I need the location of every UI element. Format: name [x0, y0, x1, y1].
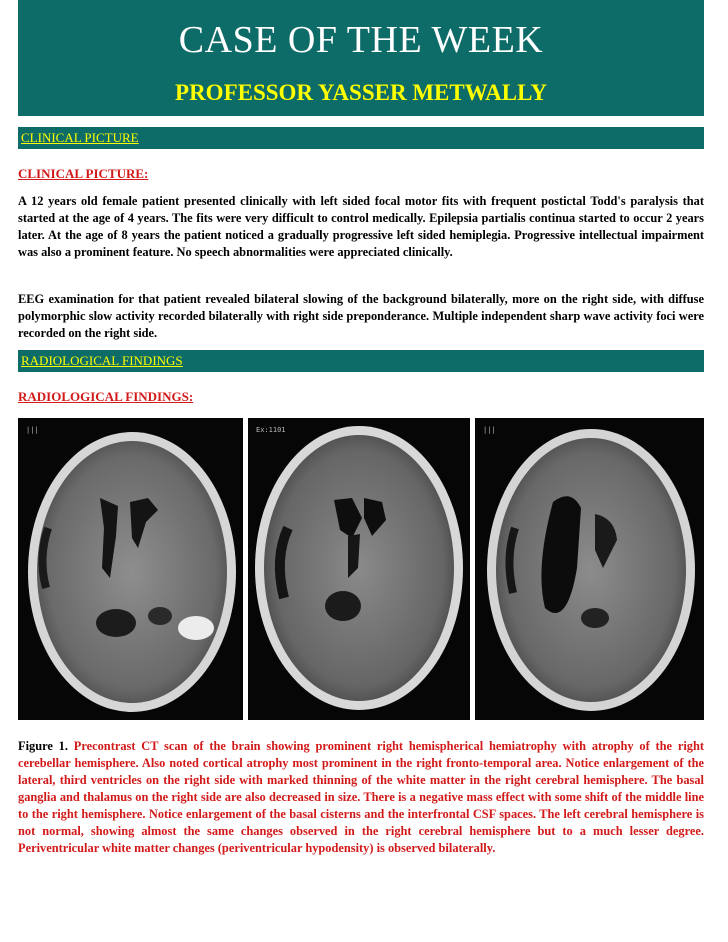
- page-title: CASE OF THE WEEK: [178, 19, 544, 61]
- ct-scan-image-2: [248, 418, 470, 720]
- ct-scan-image-3: [475, 418, 704, 720]
- svg-text:|||: |||: [483, 426, 496, 434]
- figure-label: Figure 1.: [18, 739, 68, 753]
- svg-text:Ex:1101: Ex:1101: [256, 426, 286, 434]
- radiology-section-band: [18, 350, 704, 372]
- author-name: PROFESSOR YASSER METWALLY: [175, 80, 547, 105]
- clinical-heading: CLINICAL PICTURE:: [18, 166, 149, 181]
- figure-caption: [18, 738, 704, 857]
- radiology-heading: RADIOLOGICAL FINDINGS:: [18, 389, 194, 404]
- ct-scan-figure: [18, 418, 704, 720]
- svg-text:|||: |||: [26, 426, 39, 434]
- clinical-section-band: [18, 127, 704, 149]
- figure-caption-text: Precontrast CT scan of the brain showing prominent right hemispherical hemiatrophy with atrophy of the right cerebellar hemisphere. Also noted cortical atrophy most prominent in the right fronto-temporal area. Notice enlargement of the lateral, third ventricles on the right side with marked thinning of the white matter in the right cerebral hemisphere. The basal ganglia and thalamus on the right side are also decreased in size. There is a negative mass effect with some shift of the middle line to the right hemisphere. Notice enlargement of the basal cisterns and the interfrontal CSF spaces. The left cerebral hemisphere is not normal, showing almost the same changes observed in the right cerebral hemisphere but to a much lesser degree. Periventricular white matter changes (periventricular hypodensity) is observed bilaterally.: [18, 739, 704, 855]
- page-header: [18, 0, 704, 116]
- radiology-section-link[interactable]: RADIOLOGICAL FINDINGS: [21, 353, 183, 368]
- ct-scan-image-1: [18, 418, 243, 720]
- eeg-paragraph: EEG examination for that patient revealed bilateral slowing of the background bilaterally, more on the right side, with diffuse polymorphic slow activity recorded bilaterally with right side preponderance. Multiple independent sharp wave activity foci were recorded on the right side.: [18, 292, 704, 340]
- clinical-paragraph: A 12 years old female patient presented clinically with left sided focal motor fits with frequent postictal Todd's paralysis that started at the age of 4 years. The fits were very difficult to control medically. Epilepsia partialis continua started to occur 2 years later. At the age of 8 years the patient noticed a gradually progressive left sided hemiplegia. Progressive intellectual impairment was also a prominent feature. No speech abnormalities were appreciated clinically.: [18, 194, 704, 259]
- clinical-section-link[interactable]: CLINICAL PICTURE: [21, 130, 139, 145]
